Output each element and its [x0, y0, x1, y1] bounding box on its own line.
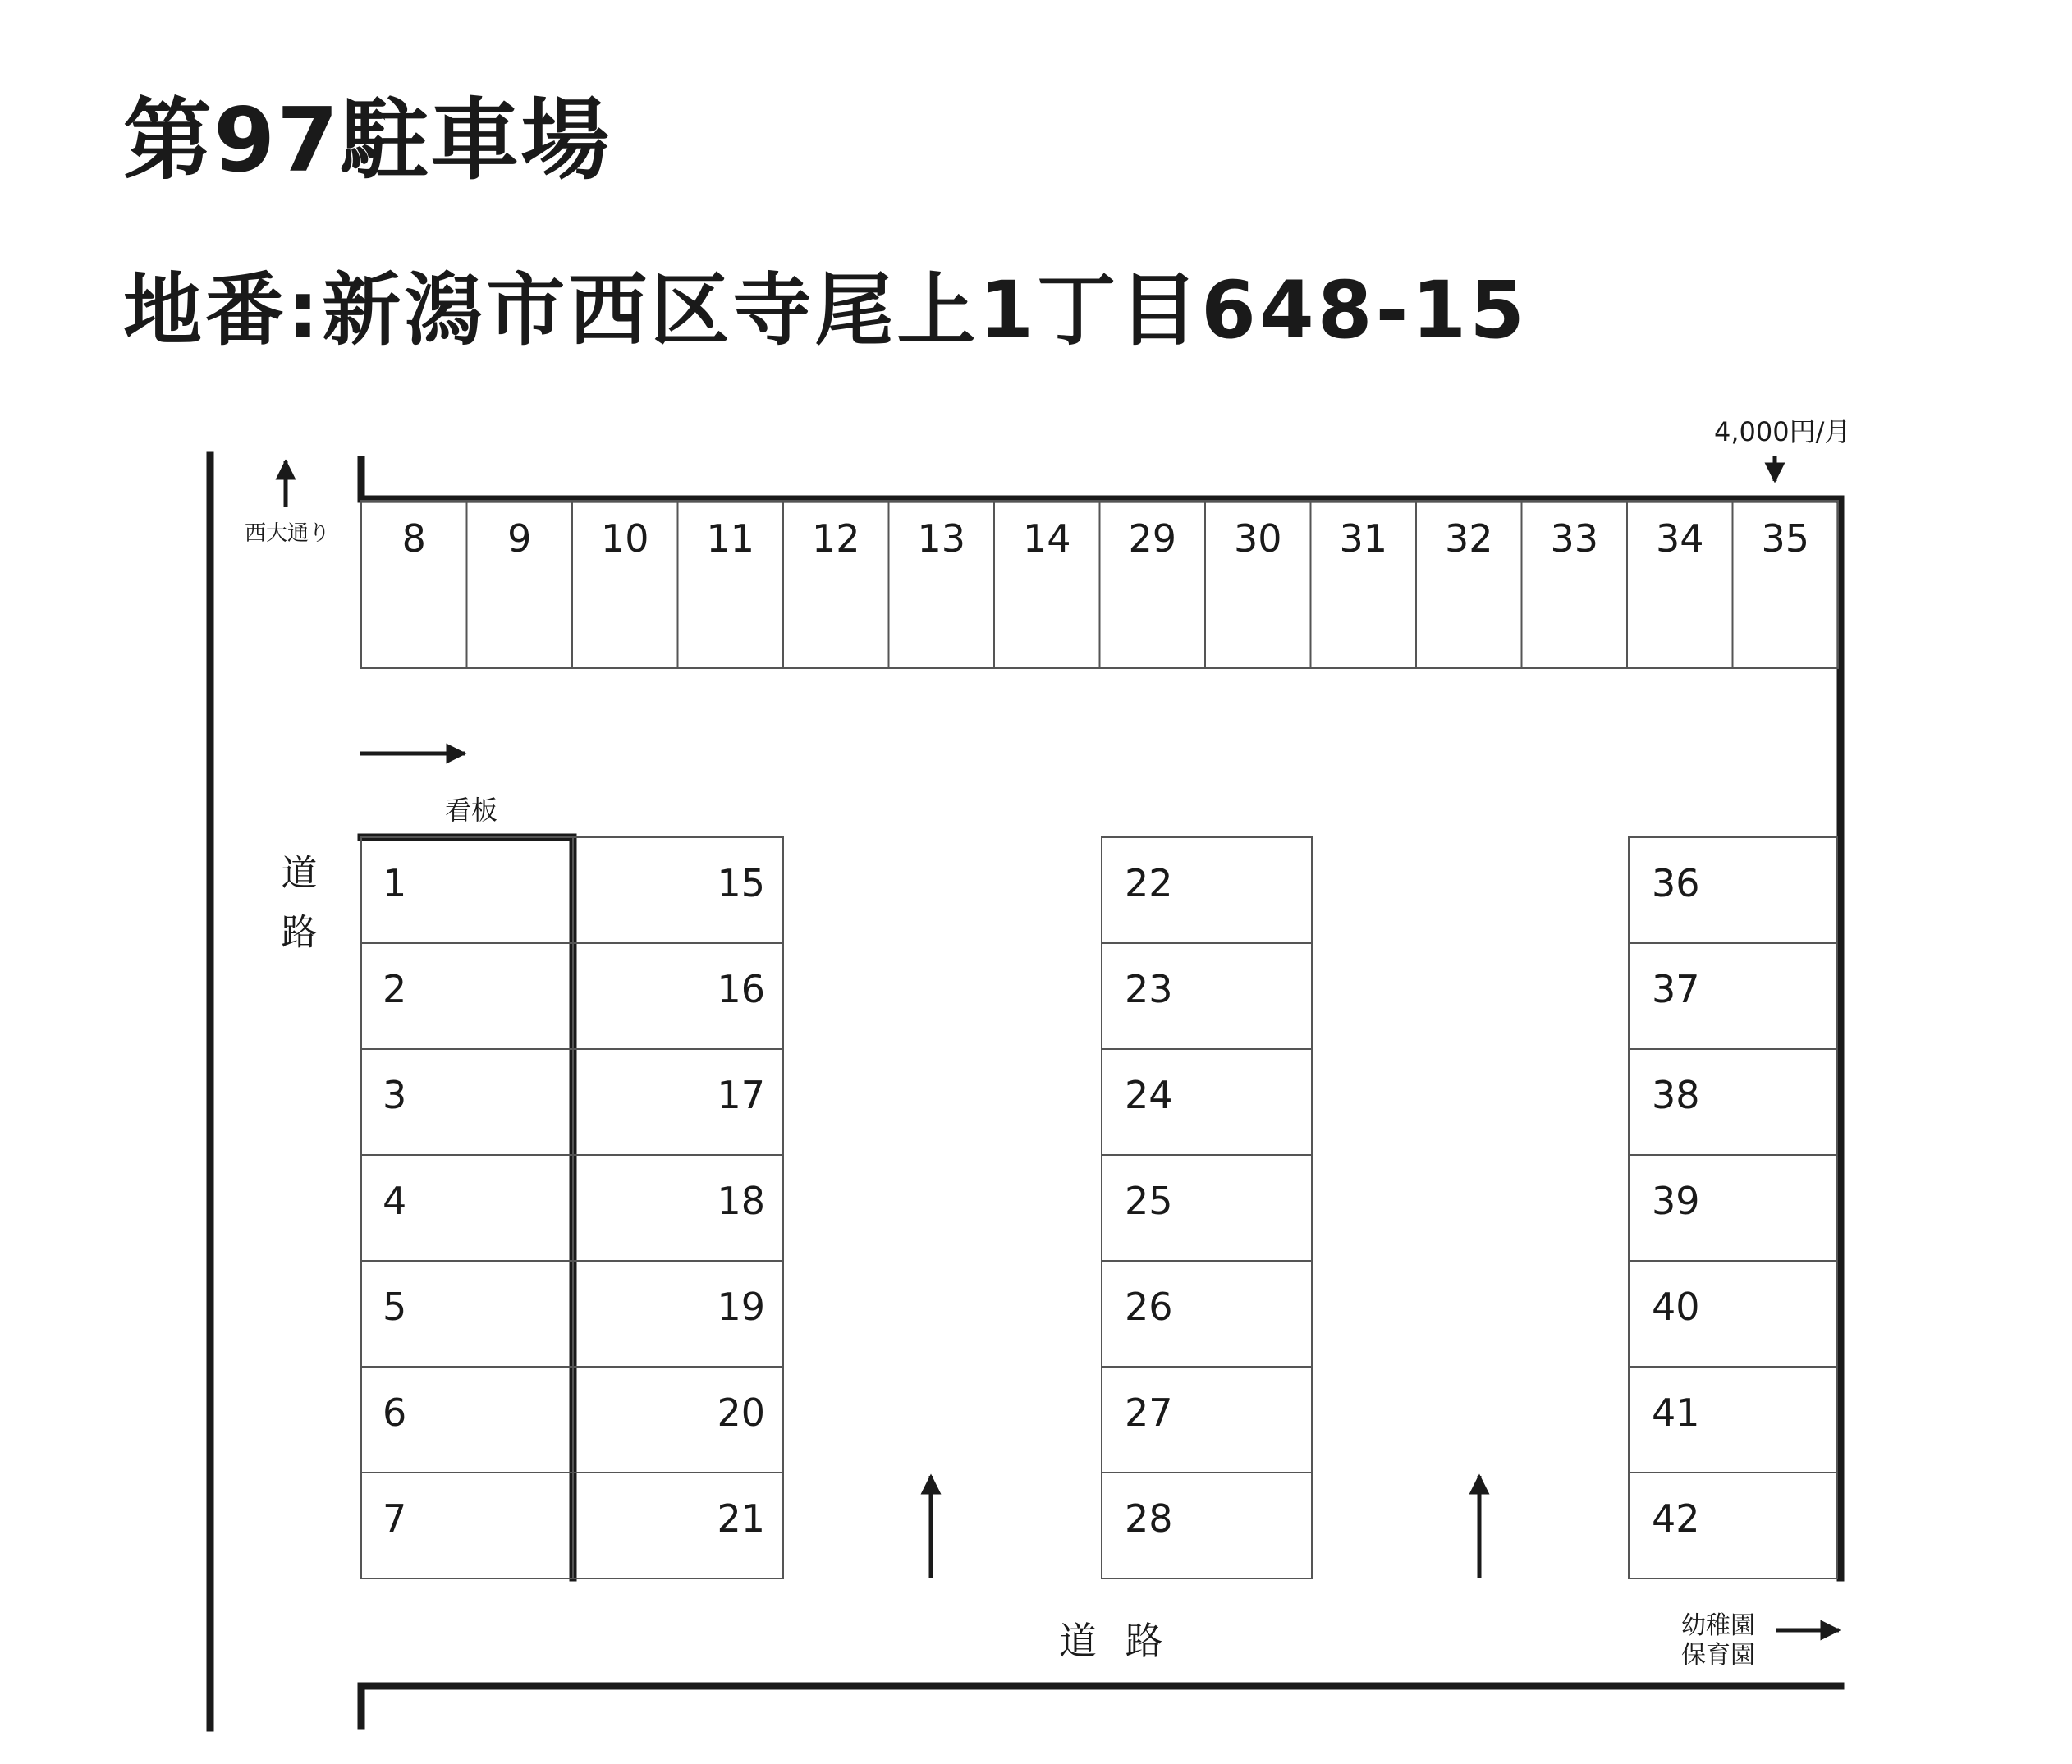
stall-number: 42 [1652, 1496, 1700, 1541]
stall-number: 16 [717, 967, 765, 1011]
stall-number: 39 [1652, 1179, 1700, 1223]
stall-number: 8 [401, 516, 426, 561]
stall-number: 14 [1022, 516, 1071, 561]
nishi-odori-label: 西大通り [245, 521, 331, 546]
page-title: 第97駐車場 [123, 89, 612, 192]
south-road-edge-line [361, 1686, 1841, 1725]
stall-number: 36 [1652, 861, 1700, 905]
stall-number: 35 [1761, 516, 1810, 561]
stall-number: 37 [1652, 967, 1700, 1011]
lot-address: 地番:新潟市西区寺尾上1丁目648-15 [123, 264, 1529, 356]
road-label-bottom: 道 路 [1059, 1619, 1171, 1663]
stall-number: 40 [1652, 1285, 1700, 1329]
boundary-walls [210, 456, 1841, 1728]
stall-number: 12 [811, 516, 860, 561]
stall-number: 23 [1125, 967, 1173, 1011]
stall-number: 7 [383, 1496, 407, 1541]
stall-number: 18 [717, 1179, 765, 1223]
stall-number: 17 [717, 1073, 765, 1117]
stall-number: 32 [1444, 516, 1493, 561]
stall-number: 25 [1125, 1179, 1173, 1223]
stall-number: 29 [1128, 516, 1177, 561]
stall-number: 5 [383, 1285, 407, 1329]
kindergarten-label-line1: 幼稚園 [1681, 1611, 1755, 1640]
stall-number: 41 [1652, 1391, 1700, 1435]
stall-number: 26 [1125, 1285, 1173, 1329]
direction-arrows [286, 456, 1839, 1630]
stall-number: 10 [600, 516, 649, 561]
stall-number: 11 [706, 516, 755, 561]
stall-number: 13 [917, 516, 966, 561]
price-label: 4,000円/月 [1714, 416, 1851, 447]
stall-number: 28 [1125, 1496, 1173, 1541]
stall-number: 15 [717, 861, 765, 905]
parking-stalls [361, 501, 1838, 1578]
stall-number: 19 [717, 1285, 765, 1329]
stall-number: 33 [1550, 516, 1599, 561]
stall-number: 3 [383, 1073, 407, 1117]
stall-number: 34 [1655, 516, 1704, 561]
stall-number: 38 [1652, 1073, 1700, 1117]
stall-number: 30 [1233, 516, 1282, 561]
stall-number: 24 [1125, 1073, 1173, 1117]
stall-number: 4 [383, 1179, 407, 1223]
road-label-left: 道路 [274, 854, 317, 972]
stall-number: 2 [383, 967, 407, 1011]
kindergarten-label-line2: 保育園 [1681, 1641, 1755, 1670]
stall-number: 20 [717, 1391, 765, 1435]
stall-number: 31 [1339, 516, 1388, 561]
stall-number: 1 [383, 861, 407, 905]
stall-number: 21 [717, 1496, 765, 1541]
stall-number: 27 [1125, 1391, 1173, 1435]
stall-number: 6 [383, 1391, 407, 1435]
sign-label: 看板 [445, 795, 498, 826]
stall-number: 9 [507, 516, 532, 561]
stall-number: 22 [1125, 861, 1173, 905]
